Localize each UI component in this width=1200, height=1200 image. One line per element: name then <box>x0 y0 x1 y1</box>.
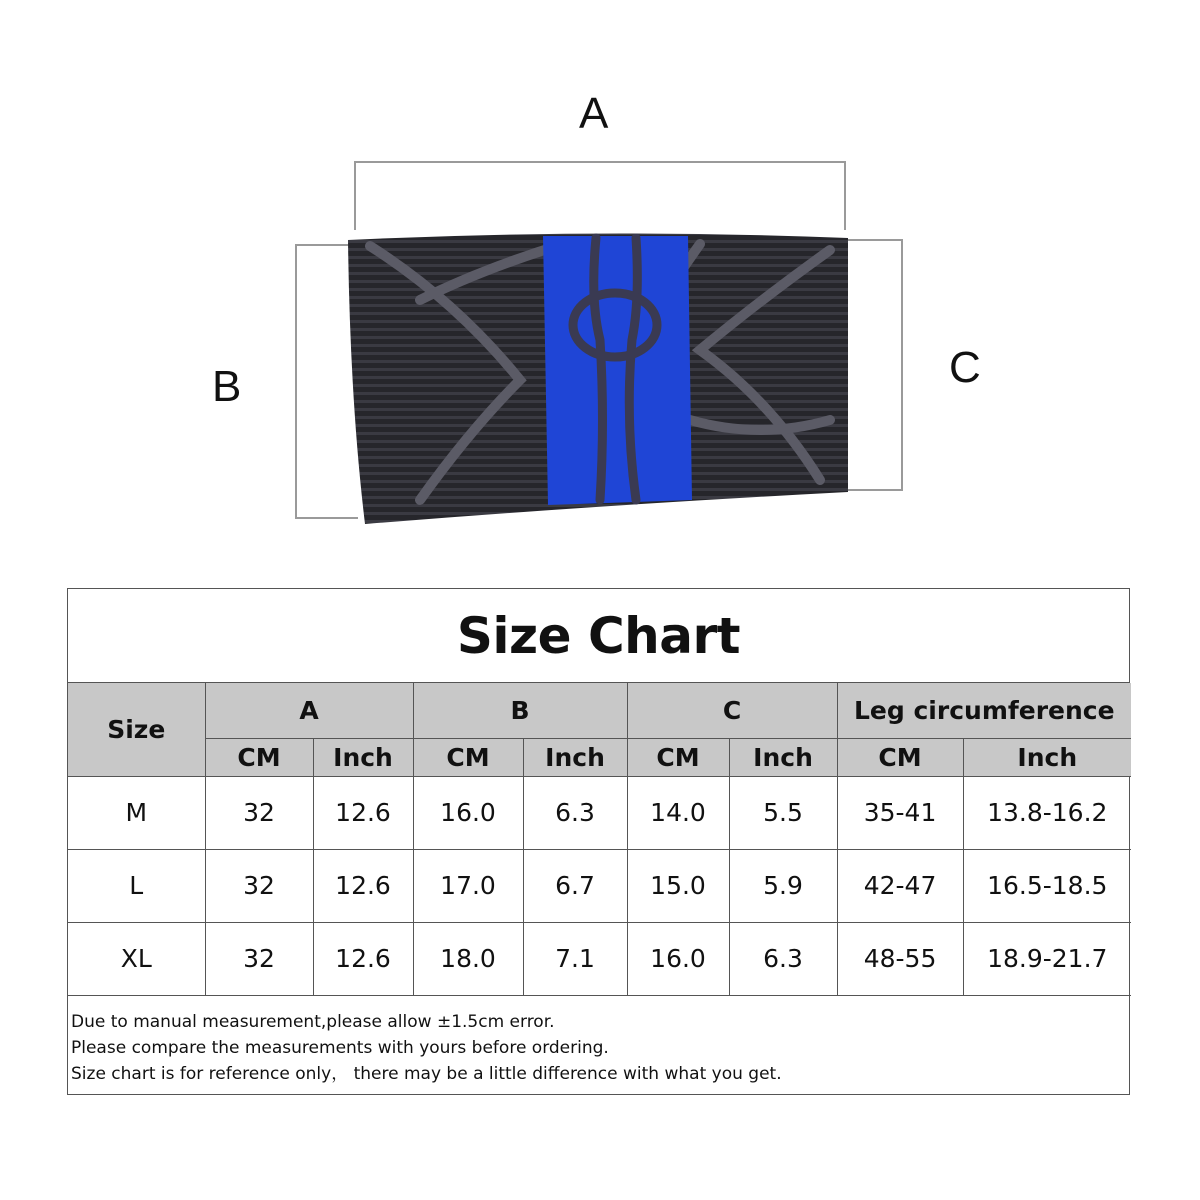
notes <box>68 996 1129 1087</box>
header-a: A <box>205 683 413 738</box>
knee-sleeve <box>348 233 848 524</box>
size-cell: XL <box>68 922 205 995</box>
chart-title: Size Chart <box>68 589 1129 683</box>
unit-header: CM <box>413 738 523 776</box>
size-cell: M <box>68 776 205 849</box>
size-table <box>68 683 1131 996</box>
value-cell: 16.5-18.5 <box>963 849 1131 922</box>
guide-c <box>845 240 902 490</box>
table-row <box>68 849 1131 922</box>
value-cell: 5.9 <box>729 849 837 922</box>
value-cell: 18.9-21.7 <box>963 922 1131 995</box>
value-cell: 13.8-16.2 <box>963 776 1131 849</box>
unit-header: Inch <box>523 738 627 776</box>
dimension-label-b: B <box>212 362 242 411</box>
value-cell: 17.0 <box>413 849 523 922</box>
unit-header: Inch <box>313 738 413 776</box>
value-cell: 16.0 <box>627 922 729 995</box>
header-c: C <box>627 683 837 738</box>
header-group-row <box>68 683 1131 738</box>
value-cell: 42-47 <box>837 849 963 922</box>
value-cell: 12.6 <box>313 849 413 922</box>
value-cell: 5.5 <box>729 776 837 849</box>
table-row <box>68 922 1131 995</box>
unit-header: Inch <box>963 738 1131 776</box>
knee-sleeve-illustration <box>0 0 1200 560</box>
size-chart <box>67 588 1130 1095</box>
unit-header: CM <box>205 738 313 776</box>
value-cell: 18.0 <box>413 922 523 995</box>
unit-header: Inch <box>729 738 837 776</box>
blue-stripe <box>543 236 692 505</box>
header-size: Size <box>68 683 205 776</box>
value-cell: 35-41 <box>837 776 963 849</box>
value-cell: 12.6 <box>313 922 413 995</box>
header-leg-circumference: Leg circumference <box>837 683 1131 738</box>
value-cell: 7.1 <box>523 922 627 995</box>
unit-header: CM <box>837 738 963 776</box>
value-cell: 6.3 <box>729 922 837 995</box>
value-cell: 6.3 <box>523 776 627 849</box>
size-cell: L <box>68 849 205 922</box>
value-cell: 48-55 <box>837 922 963 995</box>
note-line: Due to manual measurement,please allow ±1.5cm error. <box>71 1011 555 1032</box>
value-cell: 32 <box>205 922 313 995</box>
guide-a <box>355 162 845 230</box>
value-cell: 14.0 <box>627 776 729 849</box>
value-cell: 16.0 <box>413 776 523 849</box>
value-cell: 32 <box>205 849 313 922</box>
value-cell: 32 <box>205 776 313 849</box>
value-cell: 12.6 <box>313 776 413 849</box>
header-unit-row <box>68 738 1131 776</box>
guide-b <box>296 245 358 518</box>
note-line: Size chart is for reference only， there may be a little difference with what you get. <box>71 1063 782 1084</box>
note-line: Please compare the measurements with yours before ordering. <box>71 1037 609 1058</box>
dimension-label-a: A <box>579 89 609 138</box>
unit-header: CM <box>627 738 729 776</box>
dimension-label-c: C <box>949 343 981 392</box>
value-cell: 6.7 <box>523 849 627 922</box>
header-b: B <box>413 683 627 738</box>
value-cell: 15.0 <box>627 849 729 922</box>
table-row <box>68 776 1131 849</box>
